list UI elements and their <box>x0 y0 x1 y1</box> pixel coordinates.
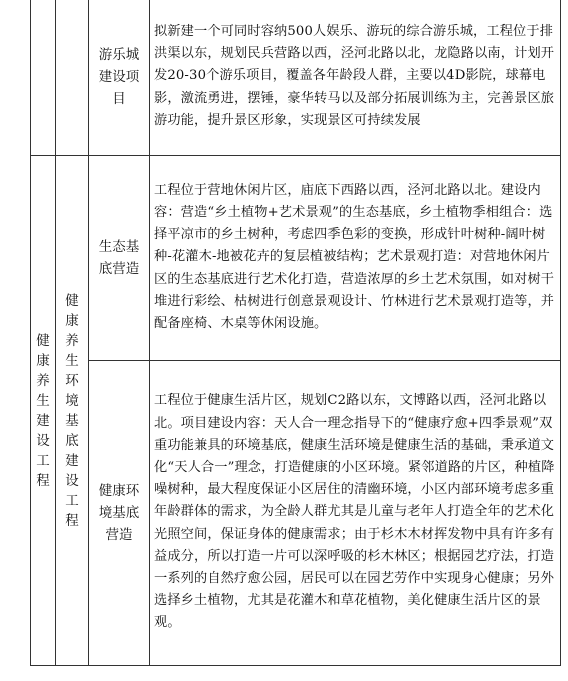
table-row <box>31 361 561 666</box>
item-label: 健康环境基底营造 <box>98 483 140 543</box>
category-cell-empty <box>31 0 56 156</box>
item-cell <box>89 361 150 666</box>
subcategory-label: 健康养生环境基底建设工程 <box>65 292 79 529</box>
item-cell <box>89 0 150 156</box>
item-label: 游乐城建设项目 <box>98 47 140 107</box>
description-cell <box>150 361 561 666</box>
description-cell <box>150 0 561 156</box>
item-description: 拟新建一个可同时容纳500人娱乐、游玩的综合游乐城，工程位于排洪渠以东，规划民兵营路以西，泾河北路以北，龙隐路以南，计划开发20-30个游乐项目，覆盖各年龄段人群，主要以4D影院，球幕电影，激流勇进，摆锤，豪华转马以及部分拓展训练为主，完善景区旅游功能，提升景区形象，实现景区可持续发展 <box>154 23 555 128</box>
category-label: 健康养生建设工程 <box>36 332 50 489</box>
item-cell <box>89 156 150 361</box>
table-row <box>31 0 561 156</box>
table-row <box>31 156 561 361</box>
description-cell <box>150 156 561 361</box>
item-label: 生态基底营造 <box>98 239 140 277</box>
category-cell <box>31 156 56 666</box>
item-description: 工程位于健康生活片区，规划C2路以东，文博路以西，泾河北路以北。项目建设内容：天人合一理念指导下的“健康疗愈+四季景观”双重功能兼具的环境基底，健康生活环境是健康生活的基础，秉承道文化“天人合一”理念，打造健康的小区环境。紧邻道路的片区，种植降噪树种，最大程度保证小区居住的清幽环境，小区内部环境考虑多重年龄群体的需求，为全龄人群尤其是儿童与老年人打造全年的艺术化光照空间，保证身体的健康需求；由于杉木木材挥发物中具有许多有益成分，所以打造一片可以深呼吸的杉木林区；根据园艺疗法，打造一系列的自然疗愈公园，居民可以在园艺劳作中实现身心健康；另外选择乡土植物，尤其是花灌木和草花植物，美化健康生活片区的景观。 <box>154 393 555 631</box>
item-description: 工程位于营地休闲片区，庙底下西路以西，泾河北路以北。建设内容：营造“乡土植物+艺术景观”的生态基底，乡土植物季相组合：选择平凉市的乡土树种，考虑四季色彩的变换，形成针叶树种-阔叶树种-花灌木-地被花卉的复层植被结构；艺术景观打造：对营地休闲片区的生态基底进行艺术化打造，营造浓厚的乡土艺术氛围，如对树干堆进行彩绘、枯树进行创意景观设计、竹林进行艺术景观打造等，并配备座椅、木桌等休闲设施。 <box>154 182 555 331</box>
subcategory-cell-empty <box>56 0 89 156</box>
subcategory-cell <box>56 156 89 666</box>
project-table <box>30 0 561 666</box>
